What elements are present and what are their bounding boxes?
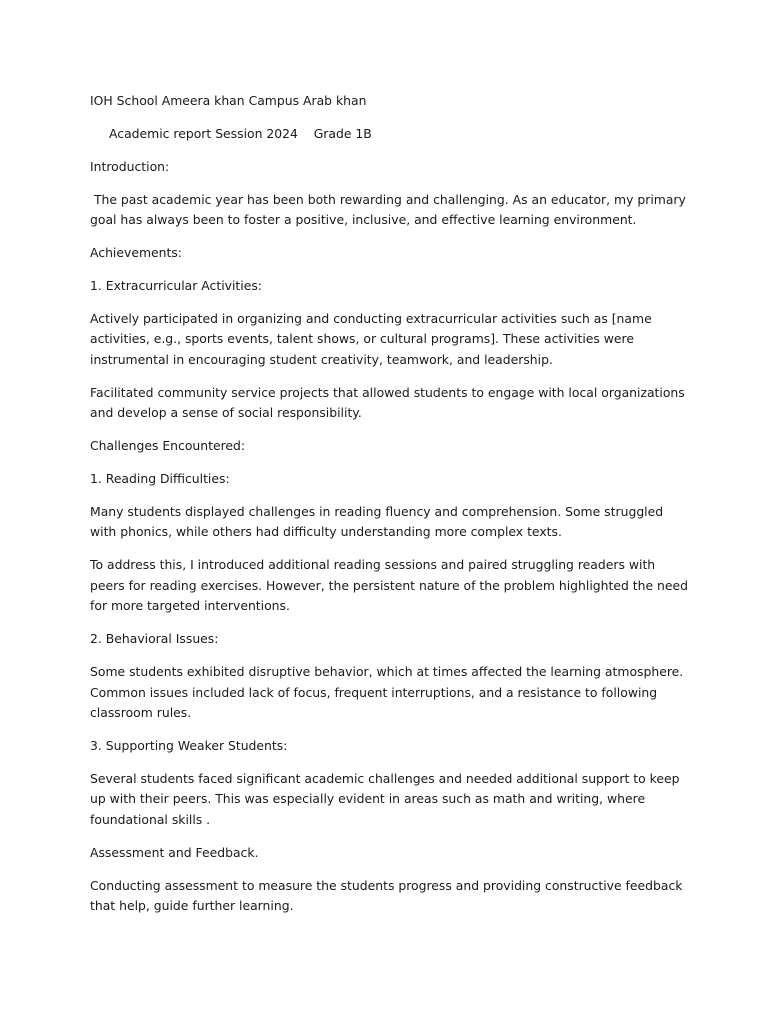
extracurricular-paragraph: Actively participated in organizing and conducting extracurricular activities such as [name activities, e.g., sports events, talent shows, or cultural programs]. These activities were instrumental in encouraging student creativity, teamwork, and leadership. xyxy=(90,310,652,367)
behavioral-issues-heading: 2. Behavioral Issues: xyxy=(90,631,219,647)
assessment-paragraph: Conducting assessment to measure the students progress and providing constructive feedback that help, guide further learning. xyxy=(90,877,683,914)
introduction-heading: Introduction: xyxy=(90,158,170,174)
weaker-students-heading: 3. Supporting Weaker Students: xyxy=(90,737,288,753)
community-service-paragraph: Facilitated community service projects that allowed students to engage with local organizations and develop a sense of social responsibility. xyxy=(90,384,685,421)
school-name: IOH School Ameera khan Campus Arab khan xyxy=(90,93,367,108)
introduction-paragraph: The past academic year has been both rewarding and challenging. As an educator, my primary goal has always been to foster a positive, inclusive, and effective learning environment. xyxy=(90,191,690,228)
report-title: Academic report Session 2024 Grade 1B xyxy=(109,125,372,141)
assessment-heading: Assessment and Feedback. xyxy=(90,844,259,860)
weaker-students-paragraph: Several students faced significant academic challenges and needed additional support to keep up with their peers. This was especially evident in areas such as math and writing, where foundational skills . xyxy=(90,770,680,827)
achievements-heading: Achievements: xyxy=(90,245,182,261)
reading-difficulties-paragraph-1: Many students displayed challenges in reading fluency and comprehension. Some struggled with phonics, while others had difficulty understanding more complex texts. xyxy=(90,503,664,540)
reading-difficulties-paragraph-2: To address this, I introduced additional reading sessions and paired struggling readers with peers for reading exercises. However, the persistent nature of the problem highlighted the need for more targeted interventions. xyxy=(90,557,689,614)
document-body xyxy=(90,91,690,929)
challenges-heading: Challenges Encountered: xyxy=(90,438,246,454)
reading-difficulties-heading: 1. Reading Difficulties: xyxy=(90,471,230,487)
behavioral-issues-paragraph: Some students exhibited disruptive behavior, which at times affected the learning atmosphere. Common issues included lack of focus, frequent interruptions, and a resistance to following classroom rules. xyxy=(90,664,684,721)
extracurricular-heading: 1. Extracurricular Activities: xyxy=(90,277,262,293)
